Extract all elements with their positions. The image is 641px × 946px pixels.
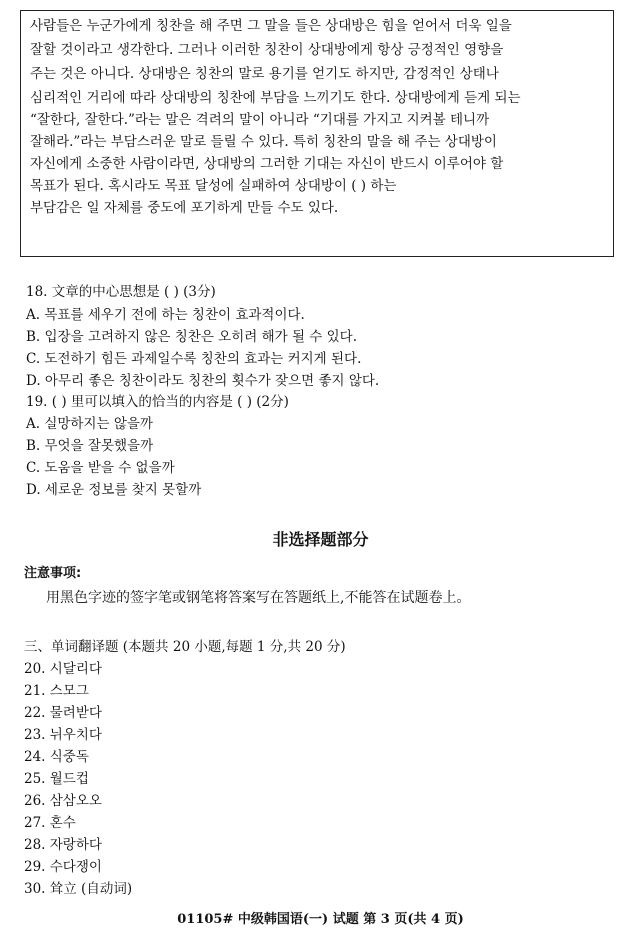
vocab-item: 21. 스모그 bbox=[24, 683, 89, 699]
passage-line: 심리적인 거리에 따라 상대방의 칭찬에 부담을 느끼기도 한다. 상대방에게 듣게 되는 bbox=[30, 90, 521, 106]
passage-line: 주는 것은 아니다. 상대방은 칭찬의 말로 용기를 얻기도 하지만, 감정적인 상태나 bbox=[30, 66, 499, 82]
question-18-stem: 18. 文章的中心思想是 ( ) (3分) bbox=[26, 284, 216, 300]
vocab-item: 23. 뉘우치다 bbox=[24, 727, 102, 743]
passage-line: 목표가 된다. 혹시라도 목표 달성에 실패하여 상대방이 ( ) 하는 bbox=[30, 178, 397, 194]
vocab-item: 24. 식중독 bbox=[24, 749, 89, 765]
passage-line: “잘한다, 잘한다.”라는 말은 격려의 말이 아니라 “기대를 가지고 지켜볼 테니까 bbox=[30, 112, 490, 128]
question-18-option-c: C. 도전하기 힘든 과제일수록 칭찬의 효과는 커지게 된다. bbox=[26, 351, 362, 367]
passage-line: 잘해라.”라는 부담스러운 말로 들릴 수 있다. 특히 칭찬의 말을 해 주는 상대방이 bbox=[30, 134, 497, 150]
question-18-option-d: D. 아무리 좋은 칭찬이라도 칭찬의 횟수가 잦으면 좋지 않다. bbox=[26, 373, 380, 389]
part-3-title: 三、单词翻译题 (本题共 20 小题,每题 1 分,共 20 分) bbox=[24, 639, 346, 655]
question-19-option-b: B. 무엇을 잘못했을까 bbox=[26, 438, 154, 454]
vocab-item: 22. 물려받다 bbox=[24, 705, 102, 721]
vocab-item: 26. 삼삼오오 bbox=[24, 793, 102, 809]
question-19-option-c: C. 도움을 받을 수 없을까 bbox=[26, 460, 175, 476]
vocab-item: 27. 혼수 bbox=[24, 815, 76, 831]
question-18-option-a: A. 목표를 세우기 전에 하는 칭찬이 효과적이다. bbox=[26, 307, 305, 323]
passage-line: 자신에게 소중한 사람이라면, 상대방의 그러한 기대는 자신이 반드시 이루어야 할 bbox=[30, 156, 504, 172]
vocab-item: 20. 시달리다 bbox=[24, 661, 102, 677]
page-footer: 01105# 中级韩国语(一) 试题 第 3 页(共 4 页) bbox=[177, 912, 464, 927]
notice-text: 用黑色字迹的签字笔或钢笔将答案写在答题纸上,不能答在试题卷上。 bbox=[46, 590, 471, 606]
vocab-item: 25. 월드컵 bbox=[24, 771, 89, 787]
question-19-stem: 19. ( ) 里可以填入的恰当的内容是 ( ) (2分) bbox=[26, 394, 289, 410]
notice-title: 注意事项: bbox=[24, 566, 82, 581]
vocab-item: 28. 자랑하다 bbox=[24, 837, 102, 853]
passage-line: 부담감은 일 자체를 중도에 포기하게 만들 수도 있다. bbox=[30, 200, 339, 216]
question-19-option-d: D. 세로운 정보를 찾지 못할까 bbox=[26, 482, 202, 498]
question-18-option-b: B. 입장을 고려하지 않은 칭찬은 오히려 해가 될 수 있다. bbox=[26, 329, 357, 345]
passage-line: 사람들은 누군가에게 칭찬을 해 주면 그 말을 들은 상대방은 힘을 얻어서 더욱 일을 bbox=[30, 18, 512, 34]
passage-line: 잘할 것이라고 생각한다. 그러나 이러한 칭찬이 상대방에게 항상 긍정적인 영향을 bbox=[30, 42, 504, 58]
vocab-item: 30. 耸立 (自动词) bbox=[24, 881, 133, 897]
section-heading: 非选择题部分 bbox=[272, 530, 369, 549]
vocab-item: 29. 수다쟁이 bbox=[24, 859, 102, 875]
question-19-option-a: A. 실망하지는 않을까 bbox=[26, 416, 153, 432]
